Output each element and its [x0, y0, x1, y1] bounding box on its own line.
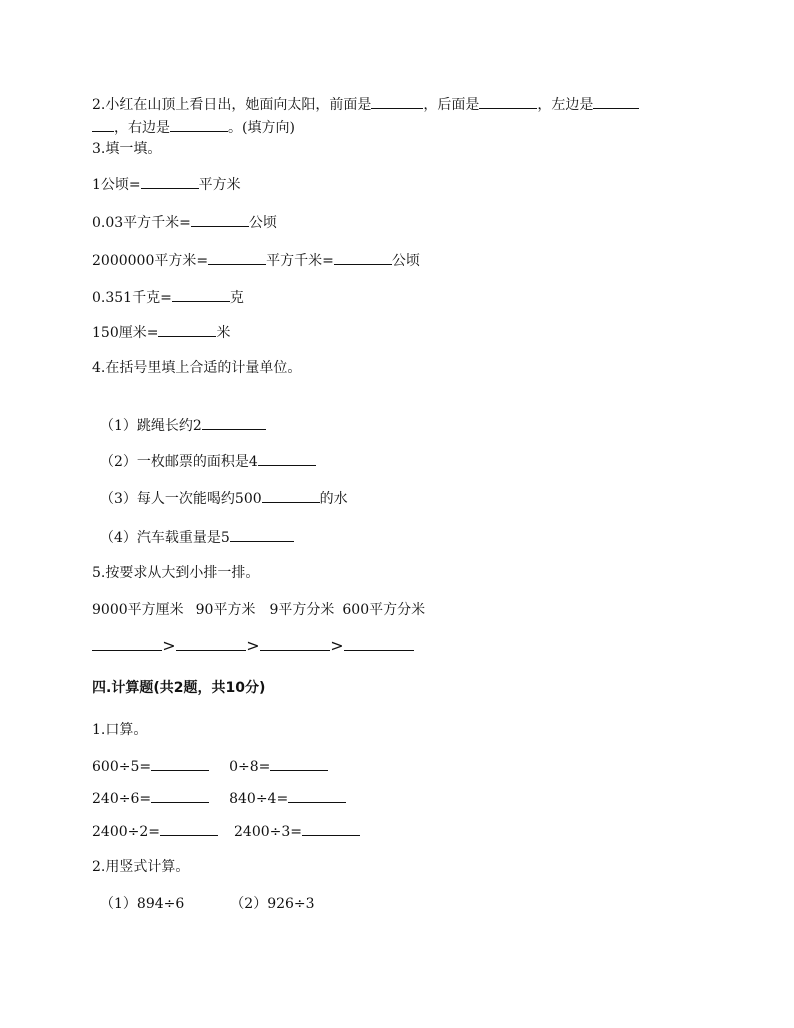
answer-blank[interactable] [92, 117, 114, 132]
vertical-calc-2: （2）926÷3 [230, 896, 315, 912]
q4-item-4-text: （4）汽车载重量是5 [100, 530, 230, 546]
q2-text-b: ，后面是 [423, 97, 480, 113]
answer-blank[interactable] [160, 821, 218, 836]
q4-item-1 [100, 415, 266, 436]
q2-text-d: ，右边是 [114, 120, 170, 136]
q4-item-3-suffix: 的水 [319, 491, 348, 507]
answer-blank[interactable] [270, 756, 328, 771]
q4-item-3 [100, 488, 348, 509]
calc-expr: 600÷5= [92, 759, 152, 775]
q4-title: 4.在括号里填上合适的计量单位。 [92, 360, 302, 376]
calc-row-3 [92, 821, 360, 842]
answer-blank[interactable] [202, 415, 266, 430]
q3-row-1 [92, 174, 241, 195]
answer-blank[interactable] [344, 636, 414, 651]
answer-blank[interactable] [258, 451, 316, 466]
answer-blank[interactable] [176, 636, 246, 651]
q3-r2-unit: 公顷 [248, 215, 277, 231]
answer-blank[interactable] [371, 94, 423, 109]
q5-value-3: 9平方分米 [269, 602, 335, 618]
vertical-calc-1: （1）894÷6 [100, 896, 185, 912]
answer-blank[interactable] [170, 117, 228, 132]
q2-text-e: 。(填方向) [228, 120, 295, 136]
q2-line2 [92, 117, 295, 138]
q4-item-2 [100, 451, 316, 472]
calc-row-1 [92, 756, 328, 777]
greater-than-sign: > [162, 636, 176, 655]
answer-blank[interactable] [479, 94, 537, 109]
answer-blank[interactable] [230, 527, 294, 542]
q3-r5-unit: 米 [216, 325, 231, 341]
q3-r3-mid: 平方千米= [266, 253, 334, 269]
calc-row-2 [92, 788, 346, 809]
answer-blank[interactable] [208, 250, 266, 265]
section-heading: 四.计算题(共2题，共10分) [92, 680, 266, 696]
calc-expr: 2400÷2= [92, 824, 160, 840]
q5-title: 5.按要求从大到小排一排。 [92, 565, 260, 581]
q4-item-3-text: （3）每人一次能喝约500 [100, 491, 262, 507]
q3-r4-unit: 克 [229, 290, 244, 306]
answer-blank[interactable] [151, 756, 209, 771]
q3-row-3 [92, 250, 420, 271]
vertical-calc-row [100, 894, 315, 914]
q3-row-4 [92, 287, 244, 308]
q3-row-2 [92, 212, 277, 233]
q5-value-2: 90平方米 [195, 602, 256, 618]
answer-blank[interactable] [302, 821, 360, 836]
calc-expr: 0÷8= [229, 759, 271, 775]
q3-r1-left: 1公顷= [92, 177, 141, 193]
answer-blank[interactable] [334, 250, 392, 265]
answer-blank[interactable] [260, 636, 330, 651]
q5-order-row [92, 636, 414, 657]
q3-r2-left: 0.03平方千米= [92, 215, 191, 231]
q4-item-2-text: （2）一枚邮票的面积是4 [100, 454, 258, 470]
answer-blank[interactable] [141, 174, 199, 189]
q5-values [92, 600, 425, 620]
answer-blank[interactable] [262, 488, 320, 503]
q2-text-a: 2.小红在山顶上看日出，她面向太阳，前面是 [92, 97, 372, 113]
q3-r1-unit: 平方米 [198, 177, 241, 193]
q2-line1 [92, 94, 639, 115]
greater-than-sign: > [246, 636, 260, 655]
q5-value-4: 600平方分米 [342, 602, 426, 618]
greater-than-sign: > [330, 636, 344, 655]
calc-expr: 840÷4= [229, 791, 289, 807]
q3-r4-left: 0.351千克= [92, 290, 172, 306]
q4-item-4 [100, 527, 294, 548]
answer-blank[interactable] [593, 94, 639, 109]
q3-r3-left: 2000000平方米= [92, 253, 209, 269]
calc-q1-title: 1.口算。 [92, 722, 148, 738]
q3-r5-left: 150厘米= [92, 325, 159, 341]
q3-r3-unit: 公顷 [391, 253, 420, 269]
calc-expr: 240÷6= [92, 791, 152, 807]
calc-expr: 2400÷3= [234, 824, 302, 840]
q5-value-1: 9000平方厘米 [92, 602, 184, 618]
answer-blank[interactable] [158, 322, 216, 337]
answer-blank[interactable] [151, 788, 209, 803]
answer-blank[interactable] [288, 788, 346, 803]
answer-blank[interactable] [92, 636, 162, 651]
answer-blank[interactable] [191, 212, 249, 227]
q3-title: 3.填一填。 [92, 141, 162, 157]
q4-item-1-text: （1）跳绳长约2 [100, 418, 202, 434]
q2-text-c: ，左边是 [537, 97, 594, 113]
calc-q2-title: 2.用竖式计算。 [92, 859, 190, 875]
q3-row-5 [92, 322, 230, 343]
answer-blank[interactable] [172, 287, 230, 302]
